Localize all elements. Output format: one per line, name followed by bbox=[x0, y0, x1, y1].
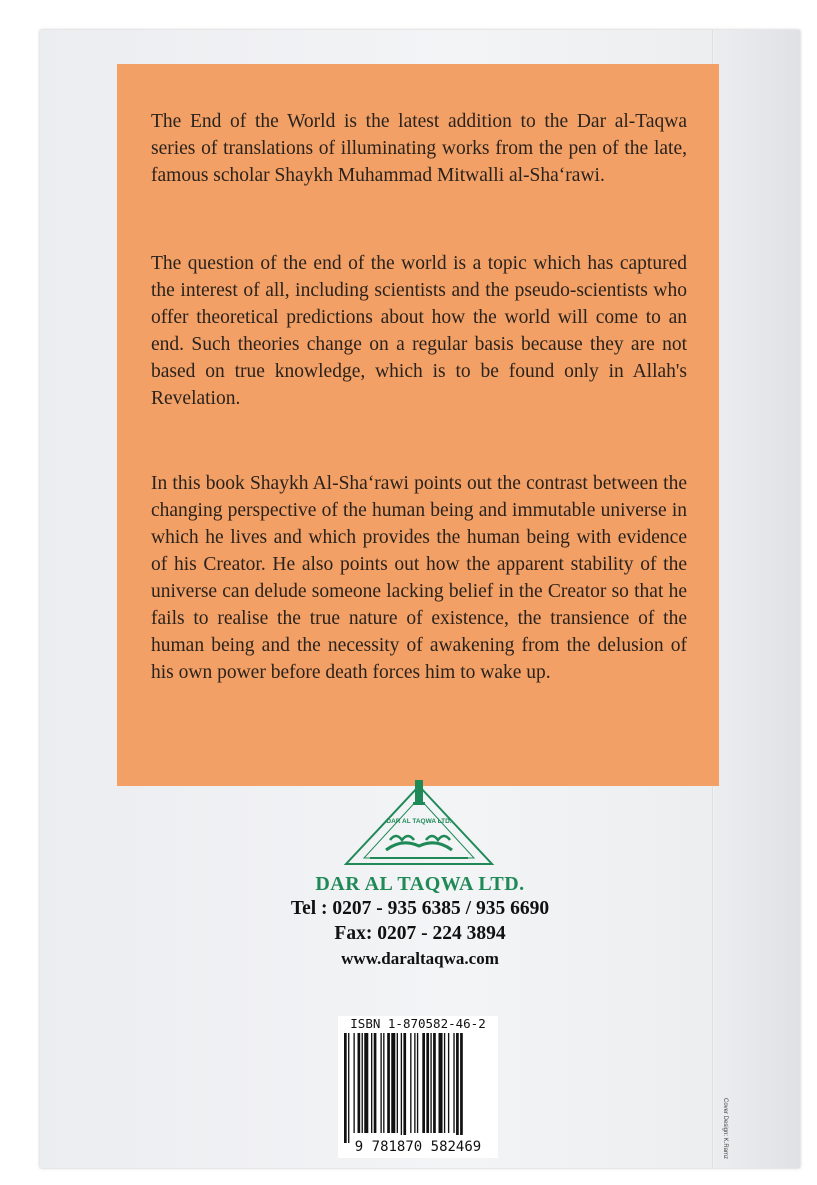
isbn-label: ISBN 1-870582-46-2 bbox=[350, 1016, 486, 1031]
barcode-digits: 9 781870 582469 bbox=[354, 1139, 482, 1155]
publisher-name: DAR AL TAQWA LTD. bbox=[315, 873, 525, 895]
blurb-panel bbox=[117, 64, 719, 786]
publisher-telephone: Tel : 0207 - 935 6385 / 935 6690 bbox=[290, 898, 550, 919]
isbn-barcode bbox=[338, 1016, 498, 1158]
dar-al-taqwa-logo bbox=[342, 780, 496, 868]
cover-credit: Cover Design: K.Ramz bbox=[722, 1098, 728, 1160]
blurb-paragraph-2: The question of the end of the world is a topic which has captured the interest of all, including scientists and the pseudo-scientists who offer theoretical predictions about how the world will come to an end. Such theories change on a regular basis because they are not based on true knowledge, which is to be found only in Allah's Revelation. bbox=[151, 253, 687, 409]
blurb-paragraph-1: The End of the World is the latest addition to the Dar al-Taqwa series of translations of illuminating works from the pen of the late, famous scholar Shaykh Muhammad Mitwalli al-Sha‘rawi. bbox=[151, 111, 687, 186]
barcode-bars bbox=[340, 1033, 496, 1157]
blurb-paragraph-3: In this book Shaykh Al-Sha‘rawi points out the contrast between the changing perspective of the human being and immutable universe in which he lives and which provides the human being with evidence of his Creator. He also points out how the apparent stability of the universe can delude someone lacking belief in the Creator so that he fails to realise the true nature of existence, the transience of the human being and the necessity of awakening from the delusion of his own power before death forces him to wake up. bbox=[151, 473, 687, 683]
logo-text: DAR AL TAQWA LTD. bbox=[386, 818, 452, 825]
publisher-fax: Fax: 0207 - 224 3894 bbox=[334, 923, 506, 944]
publisher-website: www.daraltaqwa.com bbox=[341, 949, 499, 968]
back-cover bbox=[40, 30, 800, 1168]
